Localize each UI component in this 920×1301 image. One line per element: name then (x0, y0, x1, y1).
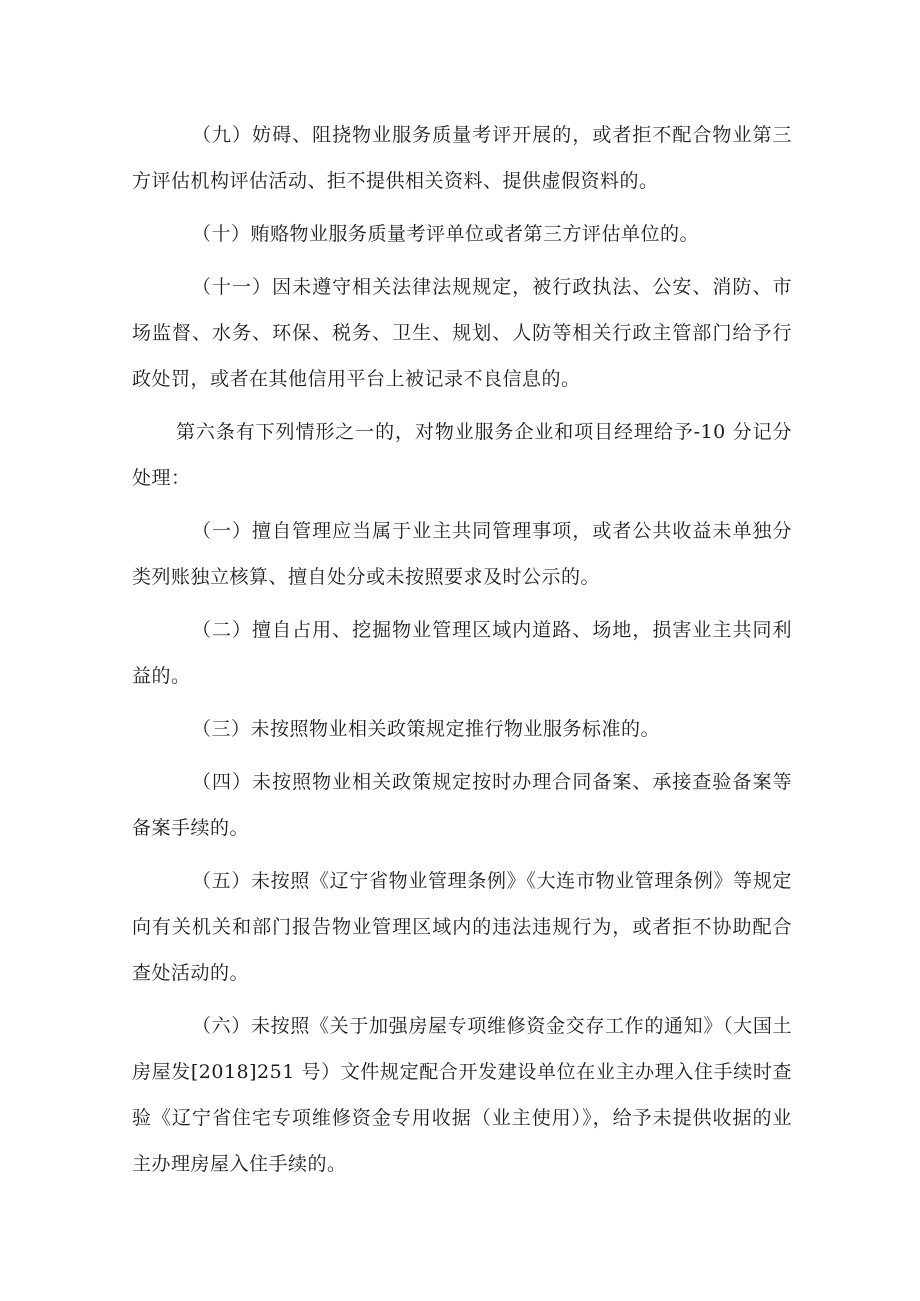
document-body (132, 112, 792, 1194)
article-6-clause-3: （三）未按照物业相关政策规定推行物业服务标准的。 (192, 718, 661, 740)
article-6-clause-1: （一）擅自管理应当属于业主共同管理事项，或者公共收益未单独分类列账独立核算、擅自处分或未按照要求及时公示的。 (132, 520, 792, 588)
article-6-clause-5: （五）未按照《辽宁省物业管理条例》《大连市物业管理条例》等规定向有关机关和部门报告物业管理区域内的违法违规行为，或者拒不协助配合查处活动的。 (132, 870, 792, 984)
article-6-clause-6: （六）未按照《关于加强房屋专项维修资金交存工作的通知》（大国土房屋发[2018]251 号）文件规定配合开发建设单位在业主办理入住手续时查验《辽宁省住宅专项维修资金专用收据（业主使用）》，给予未提供收据的业主办理房屋入住手续的。 (132, 1015, 792, 1175)
clause-9: （九）妨碍、阻挠物业服务质量考评开展的，或者拒不配合物业第三方评估机构评估活动、拒不提供相关资料、提供虚假资料的。 (132, 124, 792, 192)
article-6-clause-2: （二）擅自占用、挖掘物业管理区域内道路、场地，损害业主共同利益的。 (132, 619, 792, 687)
article-6-clause-4: （四）未按照物业相关政策规定按时办理合同备案、承接查验备案等备案手续的。 (132, 771, 792, 839)
article-6-heading: 第六条有下列情形之一的，对物业服务企业和项目经理给予-10 分记分处理： (132, 421, 792, 489)
clause-10: （十）贿赂物业服务质量考评单位或者第三方评估单位的。 (192, 223, 700, 245)
clause-11: （十一）因未遵守相关法律法规规定，被行政执法、公安、消防、市场监督、水务、环保、税务、卫生、规划、人防等相关行政主管部门给予行政处罚，或者在其他信用平台上被记录不良信息的。 (132, 276, 792, 390)
